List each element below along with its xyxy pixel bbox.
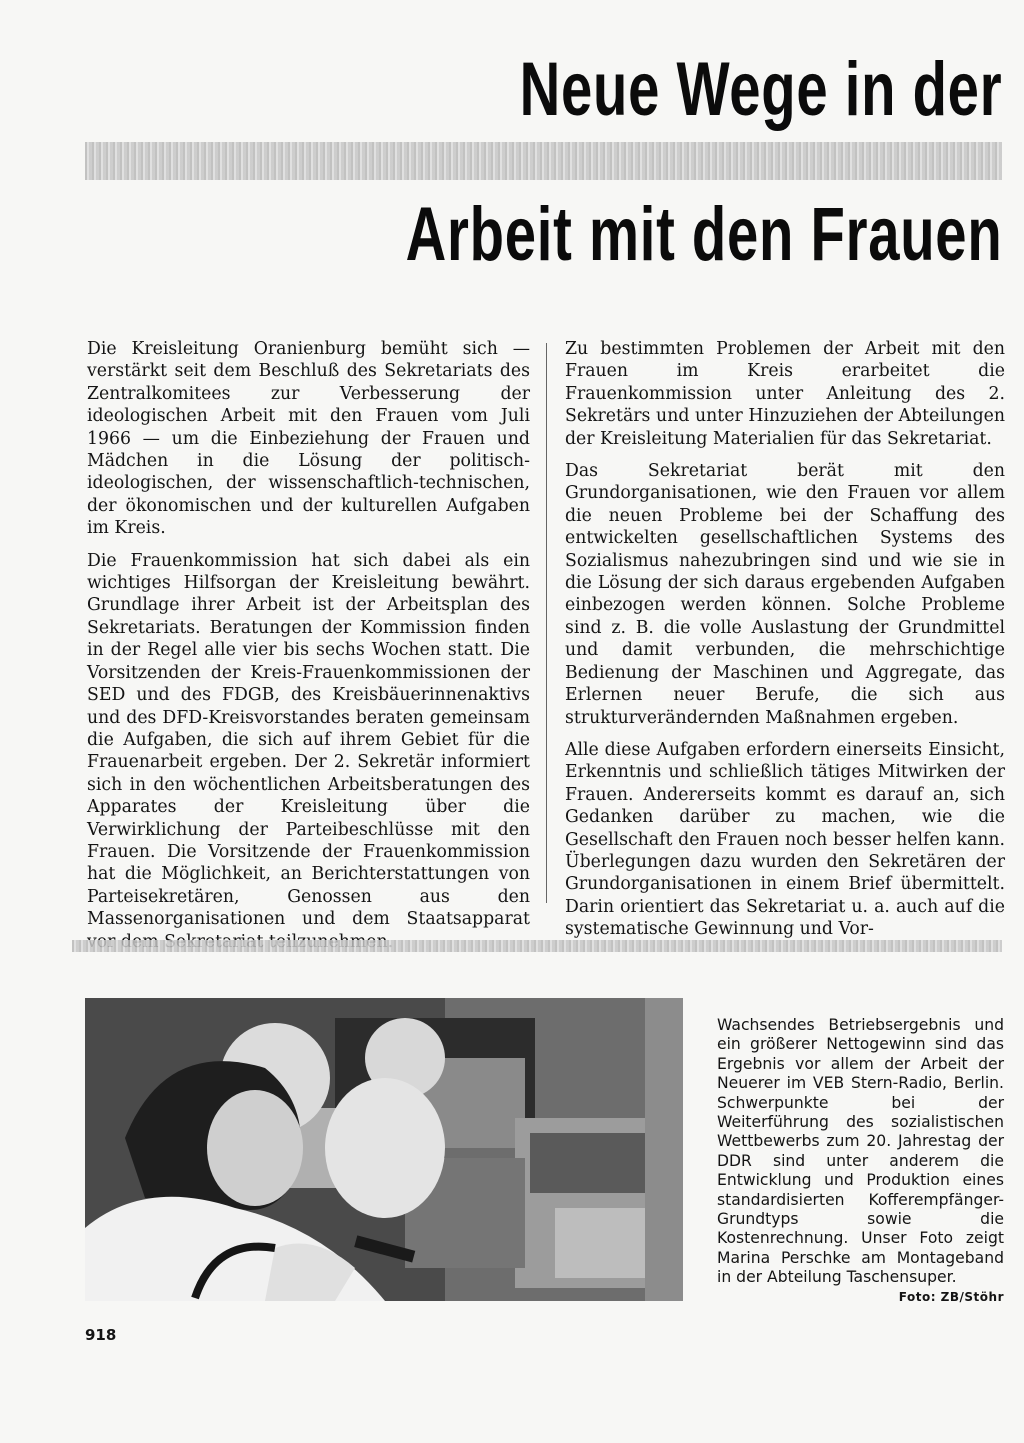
column-divider xyxy=(546,343,547,903)
article-column-left xyxy=(87,338,530,963)
article-paragraph: Die Frauenkommission hat sich dabei als ein wichtiges Hilfsorgan der Kreisleitung bewährt. Grundlage ihrer Arbeit ist der Arbeitsplan des Sekretariats. Beratungen der Kommission finden in der Regel alle vier bis sechs Wochen statt. Die Vorsitzenden der Kreis-Frauenkommissionen der SED und des FDGB, des Kreisbäuerinnenaktivs und des DFD-Kreisvorstandes beraten gemeinsam die Aufgaben, die sich auf ihrem Gebiet für die Frauenarbeit ergeben. Der 2. Sekretär informiert sich in den wöchentlichen Arbeitsberatungen des Apparates der Kreisleitung über die Verwirklichung der Parteibeschlüsse mit den Frauen. Die Vorsitzende der Frauenkommission hat die Möglichkeit, an Berichterstattungen von Parteisekretären, Genossen aus den Massenorganisationen und dem Staatsapparat xyxy=(87,550,530,930)
article-paragraph: Die Kreisleitung Oranienburg bemüht sich — verstärkt seit dem Beschluß des Sekretariats des Zentralkomitees zur Verbesserung der ideologischen Arbeit mit den Frauen vom Juli 1966 — um die Einbeziehung der Frauen und Mädchen in die Lösung der politisch-ideologischen, der wissenschaftlich-technischen, der ökonomischen und der kulturellen Aufgaben im Kreis. xyxy=(87,339,530,539)
article-paragraph: Alle diese Aufgaben erfordern einerseits Einsicht, Erkenntnis und schließlich tätiges Mitwirken der Frauen. Andererseits kommt es darauf an, sich Gedanken darüber zu machen, wie die Gesellschaft den Frauen noch besser helfen kann. Überlegungen dazu wurden den Sekretären der Grundorganisationen in einem Brief übermittelt. Darin orientiert das Sekretariat u. a. auch auf die systematische Gewinnung und Vor- xyxy=(565,739,1005,940)
article-paragraph: Das Sekretariat berät mit den Grundorganisationen, wie den Frauen vor allem die neuen Probleme bei der Schaffung des entwickelten gesellschaftlichen Systems des Sozialismus nahezubringen sind und wie sie in die Lösung der sich daraus ergebenden Aufgaben einbezogen werden können. Solche Probleme sind z. B. die volle Auslastung der Grundmittel und damit verbunden, die mehrschichtige Bedienung der Maschinen und Aggregate, das Erlernen neuer Berufe, die sich aus strukturverändernden Maßnahmen ergeben. xyxy=(565,461,1005,728)
halftone-rule-bottom xyxy=(72,940,1002,952)
article-column-right xyxy=(565,338,1005,951)
photo-caption: Wachsendes Betriebsergebnis und ein größerer Nettogewinn sind das Ergebnis vor allem der Arbeit der Neuerer im VEB Stern-Radio, Berlin. Schwerpunkte bei der Weiterführung des sozialistischen Wettbewerbs zum 20. Jahrestag der DDR sind unter anderem die Entwicklung und Produktion eines standardisierten Kofferempfänger-Grundtyps sowie die Kostenrechnung. Unser Foto zeigt Marina Perschke am Montageband in der Abteilung Taschensuper. xyxy=(717,1016,1004,1287)
halftone-rule-top xyxy=(85,142,1002,180)
photo-credit: Foto: ZB/Stöhr xyxy=(898,1290,1004,1304)
page-number: 918 xyxy=(85,1326,117,1344)
assembly-line-photo xyxy=(85,998,683,1301)
headline-line-2: Arbeit mit den Frauen xyxy=(405,192,1002,277)
headline-line-1: Neue Wege in der xyxy=(519,47,1002,132)
article-paragraph: Zu bestimmten Problemen der Arbeit mit den Frauen im Kreis erarbeitet die Frauenkommission unter Anleitung des 2. Sekretärs und unter Hinzuziehen der Abteilungen der Kreisleitung Materialien für das Sekretariat. xyxy=(565,339,1005,449)
